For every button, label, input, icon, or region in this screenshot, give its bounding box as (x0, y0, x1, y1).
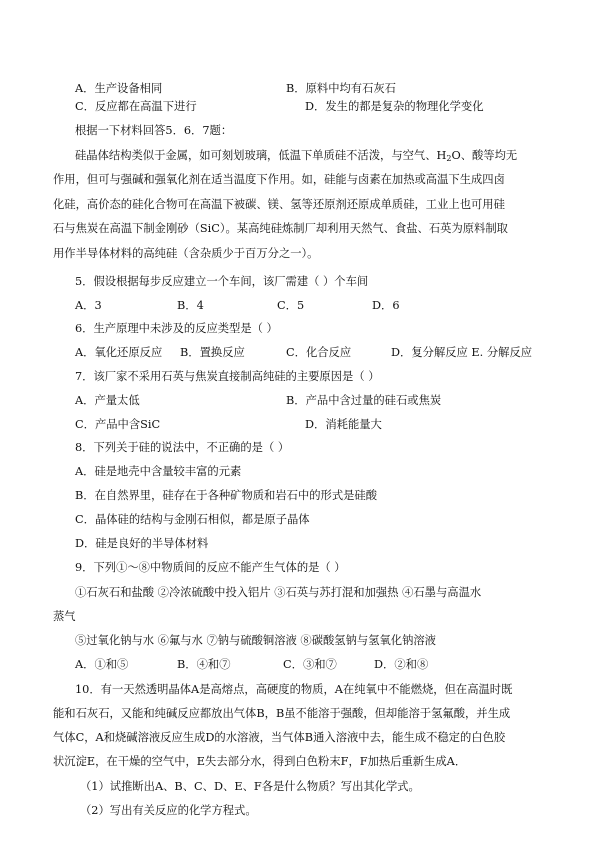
q10-line-1: 10．有一天然透明晶体A是高熔点，高硬度的物质，A在纯氧中不能燃烧，但在高温时既 (75, 683, 513, 696)
material-line-5: 用作半导体材料的高纯硅（含杂质少于百万分之一）。 (53, 247, 319, 260)
q9-option-b: B．④和⑦ (177, 658, 231, 671)
q9-option-a: A．①和⑤ (75, 658, 129, 671)
q5-option-b: B．4 (177, 299, 204, 312)
q10-subquestion-1: （1）试推断出A、B、C、D、E、F各是什么物质？写出其化学式。 (80, 780, 420, 793)
q4-option-b: B．原料中均有石灰石 (286, 82, 396, 95)
q10-line-2: 能和石灰石，又能和纯碱反应都放出气体B，B虽不能溶于强酸，但却能溶于氢氟酸，并生成 (53, 707, 511, 720)
q6-option-b: B．置换反应 (180, 346, 245, 359)
material-line-1-post: O、酸等均无 (451, 149, 518, 162)
q9-option-d: D．②和⑧ (374, 658, 429, 671)
material-intro: 根据一下材料回答5．6．7题： (75, 124, 233, 137)
q8-option-a: A．硅是地壳中含量较丰富的元素 (75, 465, 242, 478)
q5-option-d: D．6 (372, 299, 400, 312)
q7-option-d: D．消耗能量大 (305, 418, 382, 431)
q6-stem: 6．生产原理中未涉及的反应类型是（ ） (75, 322, 278, 335)
q8-option-d: D．硅是良好的半导体材料 (75, 537, 209, 550)
q8-option-c: C．晶体硅的结构与金刚石相似，都是原子晶体 (75, 513, 310, 526)
material-line-2: 作用，但可与强碱和强氧化剂在适当温度下作用。如，硅能与卤素在加热或高温下生成四卤 (53, 173, 505, 186)
q8-stem: 8．下列关于硅的说法中，不正确的是（ ） (75, 441, 290, 454)
q6-option-a: A．氧化还原反应 (75, 346, 163, 359)
q5-option-a: A．3 (75, 299, 102, 312)
q10-line-3: 气体C，A和烧碱溶液反应生成D的水溶液，当气体B通入溶液中去，能生成不稳定的白色胶 (53, 731, 506, 744)
q9-stem: 9．下列①～⑧中物质间的反应不能产生气体的是（ ） (75, 561, 346, 574)
material-line-1 (75, 147, 517, 165)
q4-option-c: C．反应都在高温下进行 (75, 100, 197, 113)
q7-option-b: B．产品中含过量的硅石或焦炭 (286, 394, 442, 407)
q6-option-d: D．复分解反应 E. 分解反应 (391, 346, 533, 359)
material-line-1-sub: 2 (446, 154, 452, 163)
q10-line-4: 状沉淀E，在干燥的空气中，E失去部分水，得到白色粉末F，F加热后重新生成A． (53, 755, 467, 768)
q5-stem: 5．假设根据每步反应建立一个车间，该厂需建（ ）个车间 (75, 275, 369, 288)
material-line-3: 化硅，高价态的硅化合物可在高温下被碳、镁、氢等还原剂还原成单质硅，工业上也可用硅 (53, 198, 505, 211)
q4-option-a: A．生产设备相同 (75, 82, 163, 95)
q7-option-a: A．产量太低 (75, 394, 140, 407)
q9-items-line-1-cont: 蒸气 (53, 610, 76, 623)
q5-option-c: C．5 (277, 299, 305, 312)
q10-subquestion-2: （2）写出有关反应的化学方程式。 (80, 804, 257, 817)
q8-option-b: B．在自然界里，硅存在于各种矿物质和岩石中的形式是硅酸 (75, 489, 378, 502)
q4-option-d: D．发生的都是复杂的物理化学变化 (305, 100, 484, 113)
q9-items-line-2: ⑤过氧化钠与水 ⑥氟与水 ⑦钠与硫酸铜溶液 ⑧碳酸氢钠与氢氧化钠溶液 (75, 634, 436, 647)
material-line-1-pre: 硅晶体结构类似于金属，如可刻划玻璃，低温下单质硅不活泼，与空气、H (75, 149, 447, 162)
q9-items-line-1: ①石灰石和盐酸 ②冷浓硫酸中投入铝片 ③石英与苏打混和加强热 ④石墨与高温水 (75, 586, 482, 599)
q7-option-c: C．产品中含SiC (75, 418, 161, 431)
q9-option-c: C．③和⑦ (283, 658, 337, 671)
q6-option-c: C．化合反应 (286, 346, 352, 359)
material-line-4: 石与焦炭在高温下制金刚砂（SiC）。某高纯硅炼制厂却利用天然气、食盐、石英为原料制取 (53, 222, 508, 235)
q7-stem: 7．该厂家不采用石英与焦炭直接制高纯硅的主要原因是（ ） (75, 370, 380, 383)
